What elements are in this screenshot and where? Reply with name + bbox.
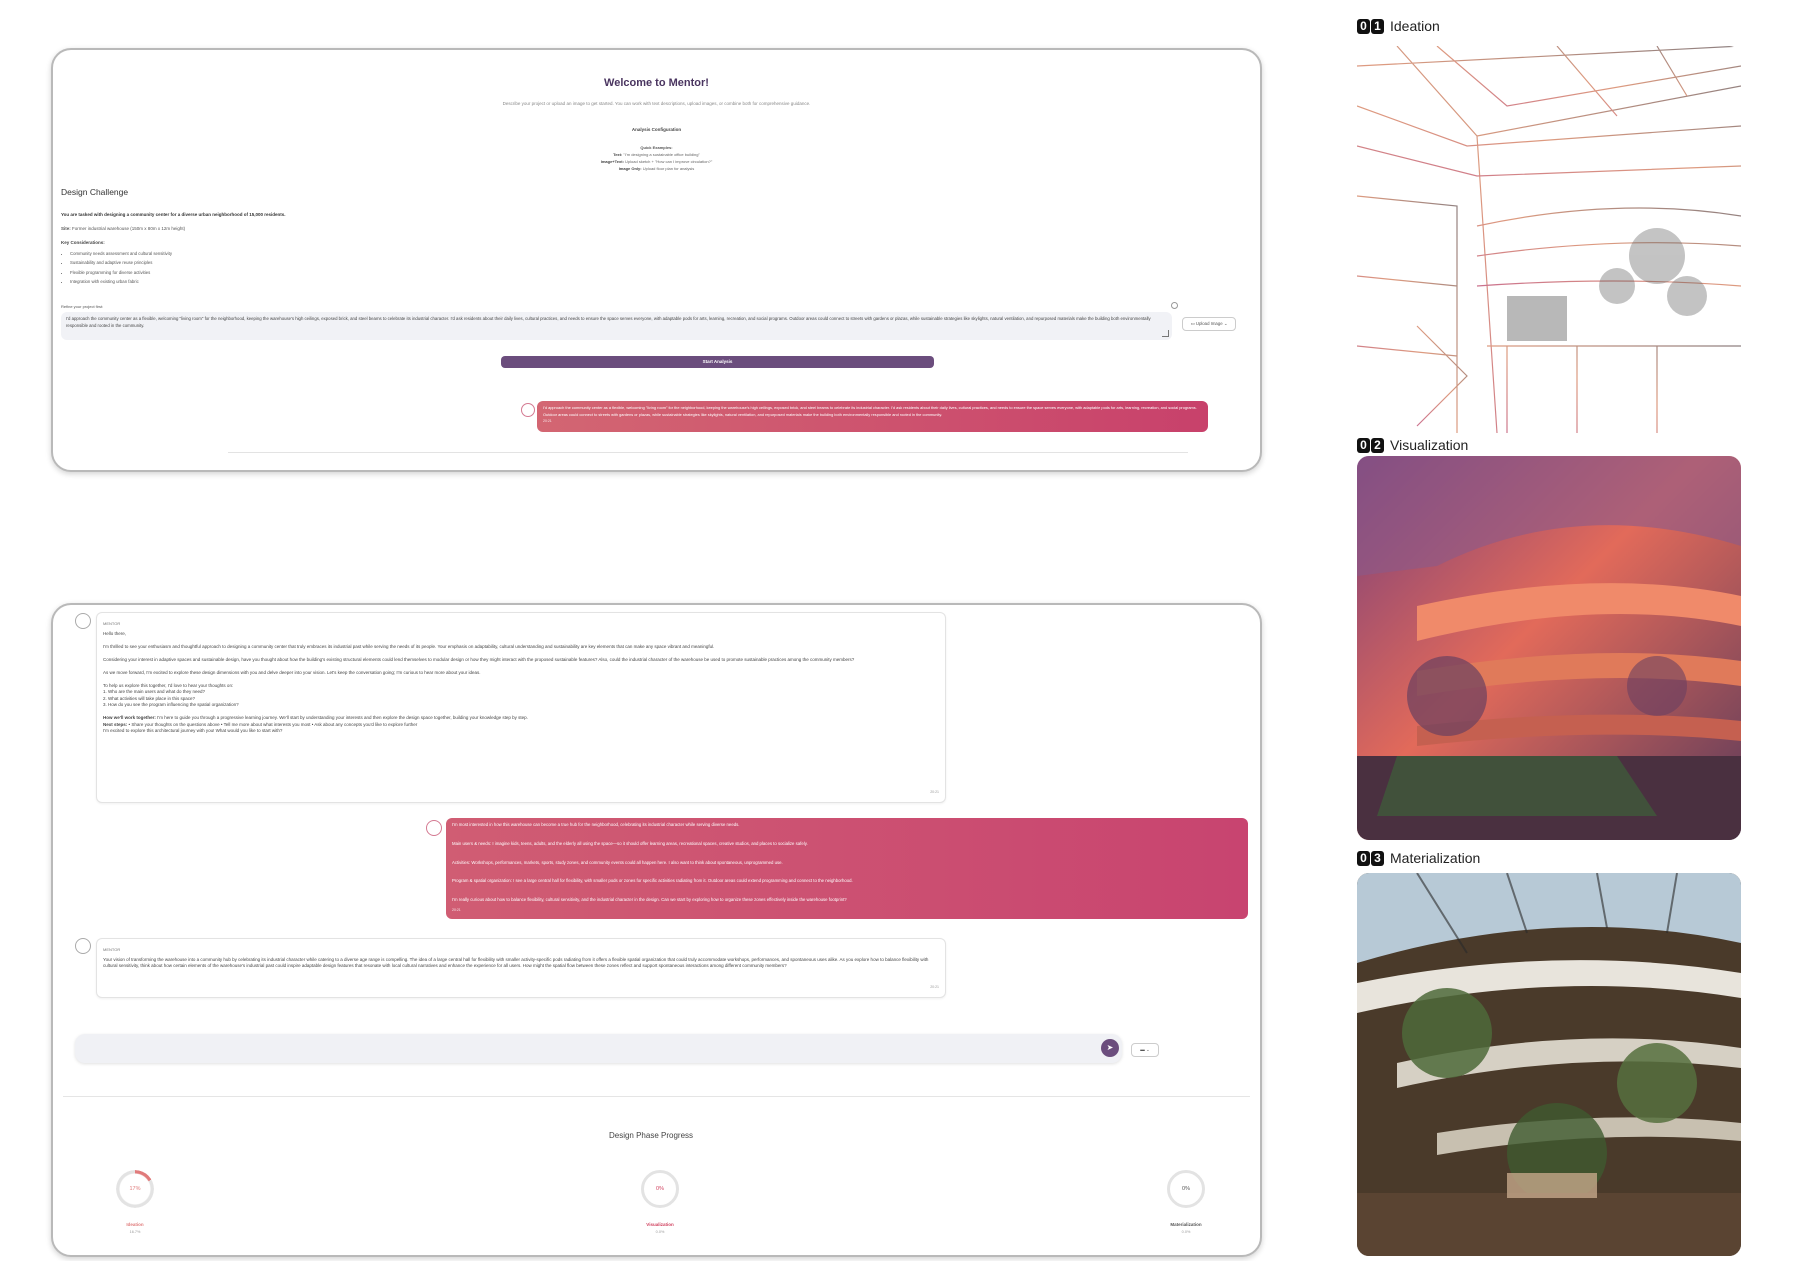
quick-examples-label: Quick Examples: <box>640 145 673 150</box>
materialization-label: Materialization <box>1170 1222 1202 1227</box>
step-number-badge: 0 2 <box>1357 438 1384 453</box>
message-timestamp: 20:21 <box>543 419 552 423</box>
side-header-ideation <box>1357 18 1440 34</box>
upload-image-button[interactable]: ▭ Upload Image ⌄ <box>1182 317 1236 331</box>
welcome-panel <box>51 48 1262 472</box>
ideation-percent: 16.7% <box>129 1230 141 1234</box>
divider <box>63 1096 1250 1097</box>
user-message-bubble: I'd approach the community center as a flexible, welcoming "living room" for the neighborhood, keeping the warehouse's high ceilings, exposed brick, and steel beams to celebrate its industrial character. I'd ask residents about their daily lives, cultural practices, and needs to ensure the space serves everyone, with adaptable pods for arts, learning, recreation, and social programs. Outdoor areas could connect to streets with gardens or plazas, while sustainable strategies like skylights, natural ventilation, and repurposed materials make the building both environmentally responsible and rooted in the community. 20:21 <box>537 401 1208 432</box>
chat-panel <box>51 603 1262 1257</box>
list-item: • Sustainability and adaptive reuse principles <box>70 258 172 267</box>
ring-label: 17% <box>129 1186 141 1192</box>
help-icon[interactable] <box>1171 302 1178 309</box>
side-header-materialization <box>1357 850 1480 866</box>
example-text: Text: "I'm designing a sustainable office building" <box>613 152 700 157</box>
list-item: • Flexible programming for diverse activities <box>70 268 172 277</box>
attach-menu-button[interactable] <box>1131 1043 1159 1057</box>
chevron-down-icon: ⌄ <box>1223 321 1228 326</box>
example-image-text: Image+Text: Upload sketch + "How can I improve circulation?" <box>600 159 713 164</box>
materialization-percent: 0.0% <box>1181 1230 1191 1234</box>
side-label: Ideation <box>1390 18 1440 34</box>
welcome-subtitle: Describe your project or upload an image to get started. You can work with text descriptions, upload images, or combine both for comprehensive guidance. <box>502 101 811 106</box>
step-number-badge: 0 1 <box>1357 19 1384 34</box>
mentor-name: MENTOR <box>103 947 121 952</box>
visualization-label: Visualization <box>646 1222 674 1227</box>
mentor-message-bubble: MENTOR Your vision of transforming the warehouse into a community hub by celebrating its industrial character while catering to a diverse age range is compelling. The idea of a large central hall for flexibility with smaller activity-specific pods radiating from it offers a flexible spatial organization that could truly accommodate workshops, performances, and spontaneous uses alike. As you explore how to balance flexibility with cultural sensitivity, think about how certain elements of the warehouse's industrial past could inspire adaptable design features that resonate with local cultural narratives and enhance the experience for all users. How might the spatial flow between these zones reflect and support spontaneous interactions among different community members? 20:21 <box>96 938 946 998</box>
image-icon: ▭ <box>1190 321 1195 326</box>
ideation-sketch-image <box>1357 46 1741 433</box>
ideation-label: Ideation <box>126 1222 144 1227</box>
message-timestamp: 20:21 <box>930 790 939 795</box>
mentor-avatar <box>75 938 91 954</box>
user-avatar <box>426 820 442 836</box>
chat-input[interactable] <box>75 1034 1122 1063</box>
progress-title: Design Phase Progress <box>608 1131 694 1140</box>
challenge-site: Site: Former industrial warehouse (150m x 80m x 12m height) <box>61 226 186 231</box>
refine-label: Refine your project first: <box>61 304 104 309</box>
considerations-list <box>61 249 172 286</box>
example-image-only: Image Only: Upload floor plan for analysis <box>618 166 695 171</box>
send-button[interactable] <box>1101 1039 1119 1057</box>
chevron-down-icon: ⌄ <box>1145 1047 1150 1052</box>
challenge-task: You are tasked with designing a community center for a diverse urban neighborhood of 15,000 residents. <box>61 212 286 217</box>
side-label: Materialization <box>1390 850 1481 866</box>
considerations-label: Key Considerations: <box>61 240 105 245</box>
divider <box>228 452 1188 453</box>
send-arrow-icon: ➤ <box>1106 1043 1114 1052</box>
mentor-message-bubble: MENTOR Hello there, I'm thrilled to see your enthusiasm and thoughtful approach to designing a community center that truly embraces its industrial past while serving the needs of its people. Your emphasis on adaptability, cultural understanding and sustainability are key elements that can make any space vibrant and meaningful. Considering your interest in adaptive spaces and sustainable design, have you thought about how the building's existing structural elements could lend themselves to modular design or how they might interact with the proposed sustainable features? Also, could the industrial character of the warehouse be used to promote sustainable practices among the community members? As we move forward, I'm excited to explore these design dimensions with you and delve deeper into your vision. Let's keep the conversation going; I'm curious to hear more about your ideas. To help us explore this together, I'd love to hear your thoughts on: 1. Who are the main users and what do they need? 2. What activities will take place in this space? 3. How do you see the program influencing the spatial organization? How we'll work together: I'm here to guide you through a progressive learning journey. We'll start by understanding your interests and then explore the design space together, building your knowledge step by step. Next steps: • Share your thoughts on the questions above • Tell me more about what interests you most • Ask about any concepts you'd like to explore further I'm excited to explore this architectural journey with you! What would you like to start with? 20:21 <box>96 612 946 803</box>
design-challenge-title: Design Challenge <box>61 187 129 197</box>
resize-handle-icon[interactable] <box>1162 330 1169 337</box>
materialization-progress-ring: 0% <box>1167 1170 1205 1208</box>
mentor-name: MENTOR <box>103 621 121 626</box>
mentor-avatar <box>75 613 91 629</box>
image-icon: ▬ <box>1140 1047 1145 1052</box>
side-label: Visualization <box>1390 437 1469 453</box>
side-header-visualization <box>1357 437 1468 453</box>
user-avatar <box>521 403 535 417</box>
start-analysis-button[interactable]: Start Analysis <box>501 356 934 368</box>
materialization-photo-image <box>1357 873 1741 1256</box>
analysis-config-title: Analysis Configuration <box>631 127 682 132</box>
refine-project-textarea[interactable]: I'd approach the community center as a flexible, welcoming "living room" for the neighborhood, keeping the warehouse's high ceilings, exposed brick, and steel beams to celebrate its industrial character. I'd ask residents about their daily lives, cultural practices, and needs to ensure the space serves everyone, with adaptable pods for arts, learning, recreation, and social programs. Outdoor areas could connect to streets with gardens or plazas, while sustainable strategies like skylights, natural ventilation, and repurposed materials make the building both environmentally responsible and rooted in the community. <box>61 312 1172 340</box>
visualization-percent: 0.0% <box>655 1230 665 1234</box>
list-item: • Community needs assessment and cultural sensitivity <box>70 249 172 258</box>
list-item: • Integration with existing urban fabric <box>70 277 172 286</box>
visualization-render-image <box>1357 456 1741 840</box>
message-timestamp: 20:21 <box>452 907 461 912</box>
message-timestamp: 20:21 <box>930 985 939 990</box>
user-message-bubble: I'm most interested in how this warehouse can become a true hub for the neighborhood, celebrating its industrial character while serving diverse needs. Main users & needs: I imagine kids, teens, adults, and the elderly all using the space—so it should offer learning areas, recreational spaces, creative studios, and places to socialize safely. Activities: Workshops, performances, markets, sports, study zones, and community events could all happen here. I also want to think about spontaneous, unprogrammed use. Program & spatial organization: I see a large central hall for flexibility, with smaller pods or zones for specific activities radiating from it. Outdoor areas could extend programming and connect to the neighborhood. I'm really curious about how to balance flexibility, cultural sensitivity, and the industrial character in the design. Can we start by exploring how to organize these zones effectively inside the warehouse footprint? 20:21 <box>446 818 1248 919</box>
visualization-progress-ring: 0% <box>641 1170 679 1208</box>
welcome-title: Welcome to Mentor! <box>604 77 709 89</box>
step-number-badge: 0 3 <box>1357 851 1384 866</box>
